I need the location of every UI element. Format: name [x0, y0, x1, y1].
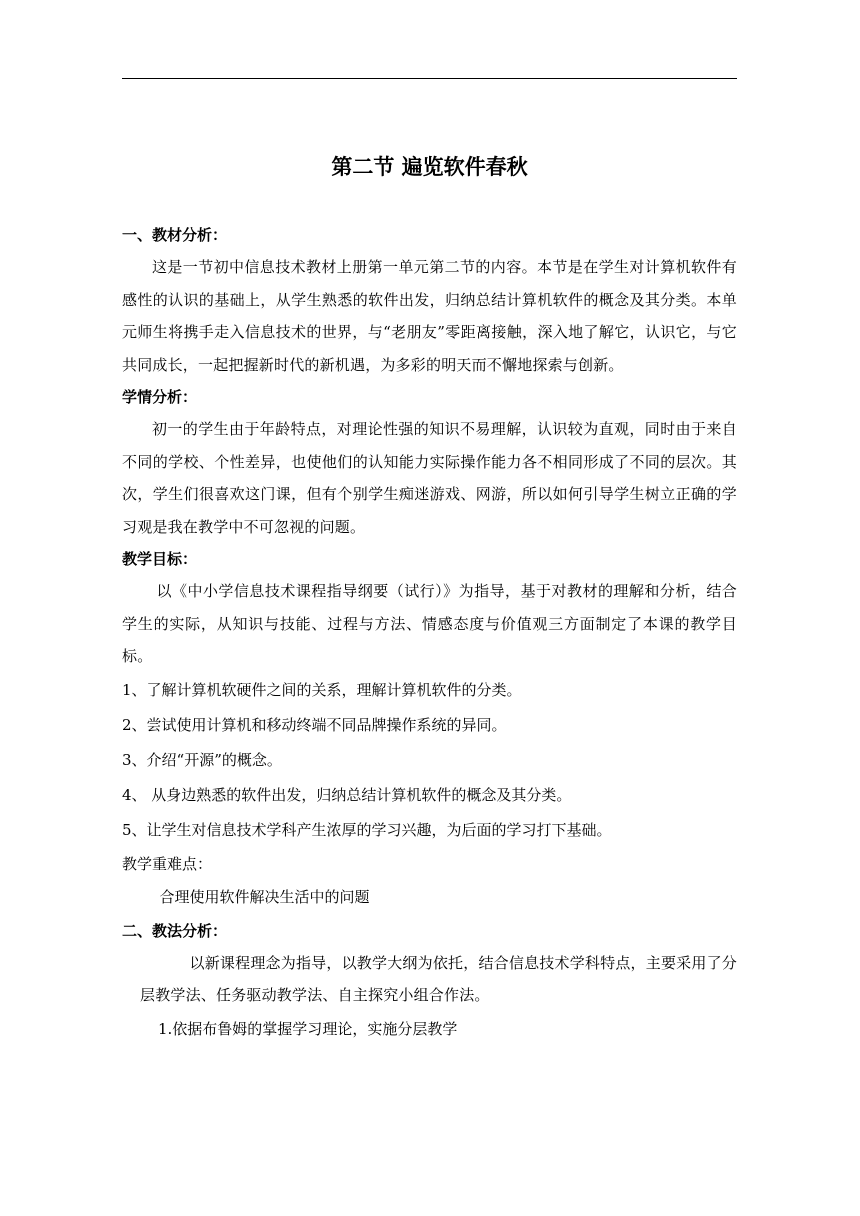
goal-item-5: 5、让学生对信息技术学科产生浓厚的学习兴趣，为后面的学习打下基础。 — [122, 820, 612, 839]
goal-item-4: 4、 从身边熟悉的软件出发，归纳总结计算机软件的概念及其分类。 — [122, 785, 572, 804]
section-heading-learner-analysis: 学情分析： — [122, 388, 198, 406]
section-heading-teaching-method: 二、教法分析： — [122, 921, 228, 940]
learner-analysis-paragraph: 初一的学生由于年龄特点，对理论性强的知识不易理解，认识较为直观，同时由于来自不同的学校、个性差异，也使他们的认知能力实际操作能力各不相同形成了不同的层次。其次，学生们很喜欢这门课，但有个别学生痴迷游戏、网游，所以如何引导学生树立正确的学习观是我在教学中不可忽视的问题。 — [122, 420, 737, 536]
key-points-text: 合理使用软件解决生活中的问题 — [159, 887, 370, 906]
goal-item-2: 2、尝试使用计算机和移动终端不同品牌操作系统的异同。 — [122, 715, 507, 734]
goal-item-1: 1、了解计算机软硬件之间的关系，理解计算机软件的分类。 — [122, 680, 522, 699]
section-heading-textbook-analysis: 一、教材分析： — [122, 226, 228, 244]
goal-item-3: 3、介绍“开源”的概念。 — [122, 750, 282, 769]
teaching-goals-paragraph: 以《中小学信息技术课程指导纲要（试行）》为指导，基于对教材的理解和分析，结合学生的实际，从知识与技能、过程与方法、情感态度与价值观三方面制定了本课的教学目标。 — [122, 582, 737, 665]
teaching-method-item-1: 1.依据布鲁姆的掌握学习理论，实施分层教学 — [158, 1019, 458, 1038]
textbook-analysis-paragraph: 这是一节初中信息技术教材上册第一单元第二节的内容。本节是在学生对计算机软件有感性的认识的基础上，从学生熟悉的软件出发，归纳总结计算机软件的概念及其分类。本单元师生将携手走入信息技术的世界，与“老朋友”零距离接触，深入地了解它，认识它，与它共同成长，一起把握新时代的新机遇，为多彩的明天而不懈地探索与创新。 — [122, 258, 737, 374]
document-body — [122, 148, 737, 1047]
teaching-method-paragraph: 以新课程理念为指导，以教学大纲为依托，结合信息技术学科特点，主要采用了分层教学法、任务驱动教学法、自主探究小组合作法。 — [140, 953, 737, 1004]
section-heading-teaching-goals: 教学目标： — [122, 550, 198, 568]
page-title: 第二节 遍览软件春秋 — [331, 155, 528, 179]
section-heading-key-points: 教学重难点： — [122, 854, 213, 873]
header-rule — [122, 78, 737, 79]
